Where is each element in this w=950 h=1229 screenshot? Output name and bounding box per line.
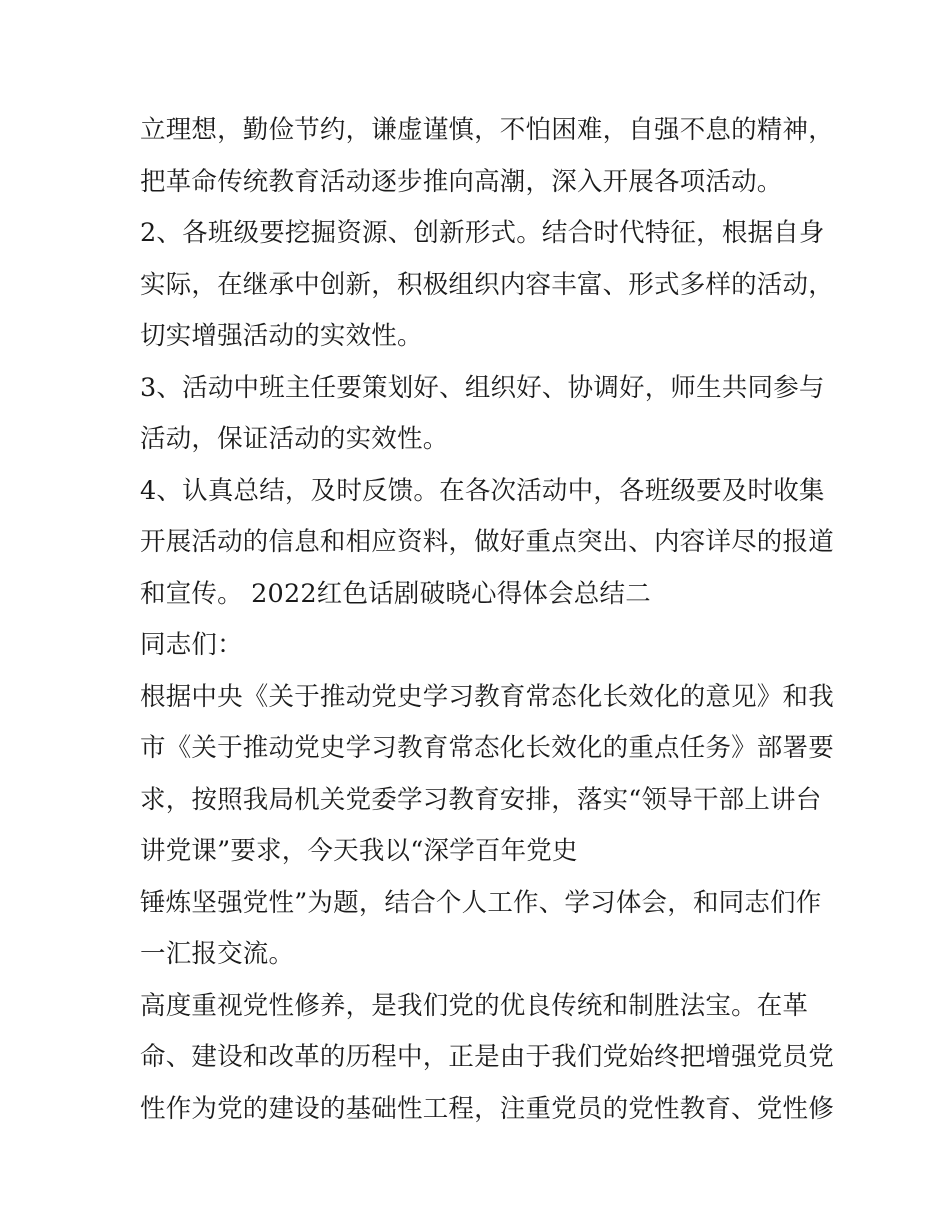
text-line: 锤炼坚强党性”为题，结合个人工作、学习体会，和同志们作 <box>140 887 822 918</box>
text-line: 同志们： <box>140 630 243 660</box>
text-line: 4、认真总结，及时反馈。在各次活动中，各班级要及时收集 <box>140 475 825 506</box>
text-line: 讲党课”要求，今天我以“深学百年党史 <box>140 836 578 866</box>
text-line: 性作为党的建设的基础性工程，注重党员的党性教育、党性修 <box>140 1093 834 1124</box>
text-line: 把革命传统教育活动逐步推向高潮，深入开展各项活动。 <box>140 166 783 197</box>
text-line: 命、建设和改革的历程中，正是由于我们党始终把增强党员党 <box>140 1042 834 1072</box>
text-line: 实际，在继承中创新，积极组织内容丰富、形式多样的活动， <box>140 269 834 300</box>
text-line: 高度重视党性修养，是我们党的优良传统和制胜法宝。在革 <box>140 990 809 1021</box>
text-line: 开展活动的信息和相应资料，做好重点突出、内容详尽的报道 <box>140 527 834 557</box>
text-line: 2、各班级要挖掘资源、创新形式。结合时代特征，根据自身 <box>140 218 825 248</box>
text-line: 立理想，勤俭节约，谦虚谨慎，不怕困难，自强不息的精神， <box>140 115 834 145</box>
text-line: 求，按照我局机关党委学习教育安排，落实“领导干部上讲台 <box>140 784 822 815</box>
document-body <box>140 105 834 1135</box>
text-line: 和宣传。 2022红色话剧破晓心得体会总结二 <box>140 578 651 609</box>
text-line: 根据中央《关于推动党史学习教育常态化长效化的意见》和我 <box>140 681 834 712</box>
text-line: 一汇报交流。 <box>140 939 295 969</box>
text-line: 切实增强活动的实效性。 <box>140 321 423 351</box>
text-line: 活动，保证活动的实效性。 <box>140 424 449 454</box>
text-line: 市《关于推动党史学习教育常态化长效化的重点任务》部署要 <box>140 733 834 763</box>
text-line: 3、活动中班主任要策划好、组织好、协调好，师生共同参与 <box>140 372 825 403</box>
